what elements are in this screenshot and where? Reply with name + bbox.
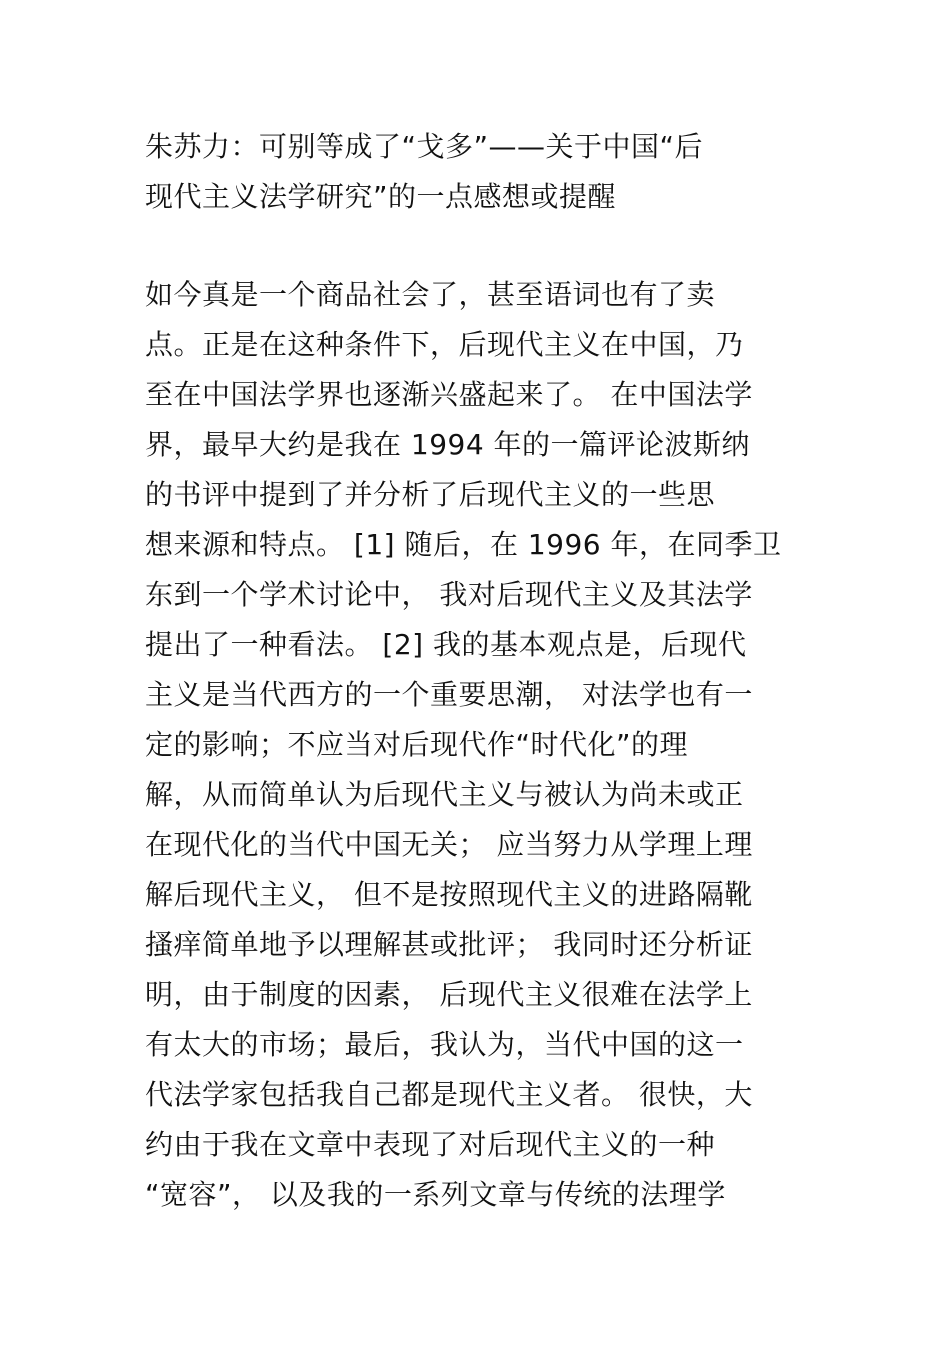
body-line: 如今真是一个商品社会了，甚至语词也有了卖 bbox=[145, 278, 716, 311]
body-line: 有太大的市场；最后，我认为，当代中国的这一 bbox=[145, 1028, 744, 1061]
body-line: 约由于我在文章中表现了对后现代主义的一种 bbox=[145, 1128, 716, 1161]
body-line: 至在中国法学界也逐渐兴盛起来了。 在中国法学 bbox=[145, 378, 753, 411]
body-line: 提出了一种看法。 [2] 我的基本观点是，后现代 bbox=[145, 628, 747, 661]
body-line: 想来源和特点。 [1] 随后，在 1996 年，在同季卫 bbox=[145, 528, 782, 561]
body-line: 点。正是在这种条件下，后现代主义在中国，乃 bbox=[145, 328, 744, 361]
body-line: 主义是当代西方的一个重要思潮， 对法学也有一 bbox=[145, 678, 753, 711]
body-line: 界，最早大约是我在 1994 年的一篇评论波斯纳 bbox=[145, 428, 751, 461]
body-line: 东到一个学术讨论中， 我对后现代主义及其法学 bbox=[145, 578, 753, 611]
title-line: 现代主义法学研究”的一点感想或提醒 bbox=[145, 180, 617, 213]
body-line: “宽容”， 以及我的一系列文章与传统的法理学 bbox=[145, 1178, 726, 1211]
body-line: 代法学家包括我自己都是现代主义者。 很快，大 bbox=[145, 1078, 753, 1111]
body-line: 的书评中提到了并分析了后现代主义的一些思 bbox=[145, 478, 716, 511]
body-line: 解后现代主义， 但不是按照现代主义的进路隔靴 bbox=[145, 878, 753, 911]
document-body bbox=[145, 270, 825, 1220]
body-line: 明，由于制度的因素， 后现代主义很难在法学上 bbox=[145, 978, 753, 1011]
body-line: 在现代化的当代中国无关； 应当努力从学理上理 bbox=[145, 828, 753, 861]
title-line: 朱苏力：可别等成了“戈多”——关于中国“后 bbox=[145, 130, 704, 163]
body-line: 解，从而简单认为后现代主义与被认为尚未或正 bbox=[145, 778, 744, 811]
body-line: 定的影响；不应当对后现代作“时代化”的理 bbox=[145, 728, 689, 761]
body-line: 搔痒简单地予以理解甚或批评； 我同时还分析证 bbox=[145, 928, 753, 961]
document-title bbox=[145, 122, 825, 222]
